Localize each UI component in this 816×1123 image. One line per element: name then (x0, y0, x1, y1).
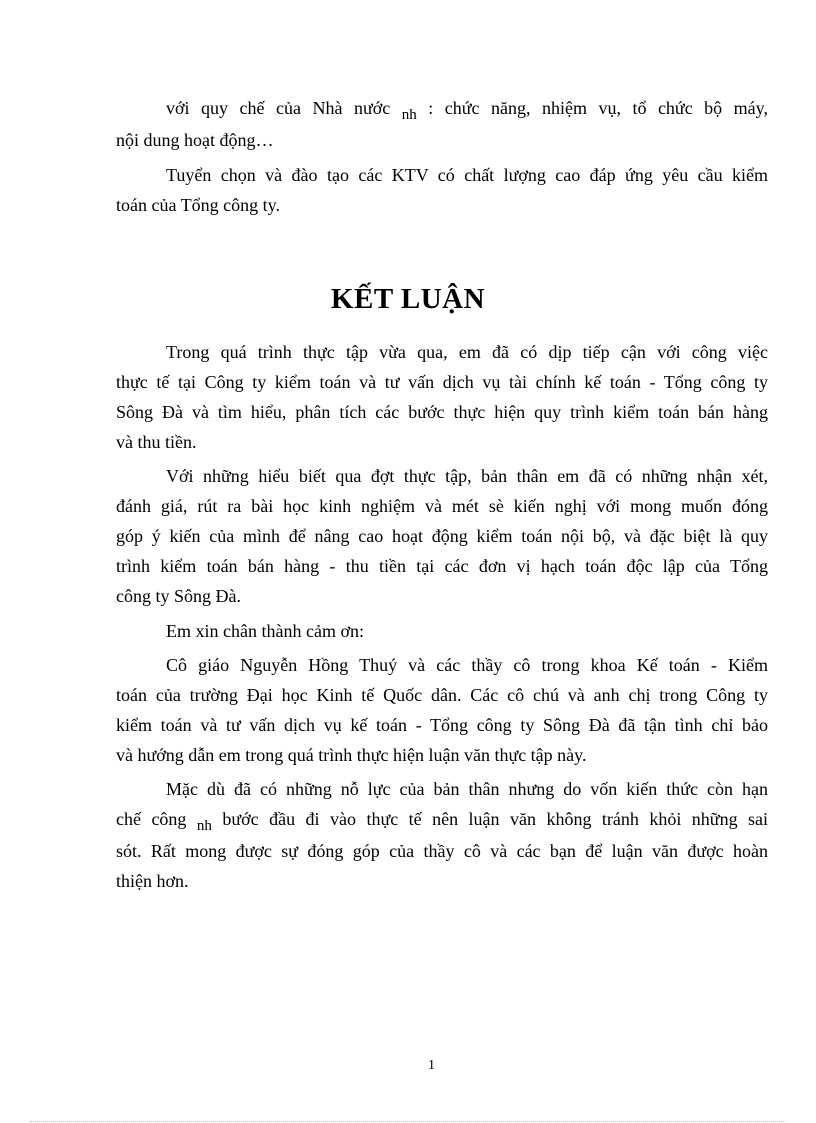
text-line: trình kiểm toán bán hàng - thu tiền tại các đơn vị hạch toán độc lập của Tổng (116, 556, 768, 576)
text-line: Em xin chân thành cảm ơn: (166, 621, 364, 641)
text-line: thực tế tại Công ty kiểm toán và tư vấn dịch vụ tài chính kế toán - Tổng công ty (116, 372, 768, 392)
subscript-note: nh (401, 107, 417, 123)
conclusion-title: KẾT LUẬN (330, 283, 486, 315)
conclusion-paragraph-4 (116, 650, 768, 770)
text-line: nội dung hoạt động… (116, 130, 274, 150)
text-line: Tuyển chọn và đào tạo các KTV có chất lượng cao đáp ứng yêu cầu kiểm (166, 165, 768, 185)
text-line: Cô giáo Nguyễn Hồng Thuý và các thầy cô trong khoa Kế toán - Kiểm (166, 655, 768, 675)
conclusion-paragraph-2 (116, 461, 768, 611)
text-line: Mặc dù đã có những nỗ lực của bản thân nhưng do vốn kiến thức còn hạn (166, 779, 768, 799)
conclusion-paragraph-1 (116, 337, 768, 457)
text-line: Sông Đà và tìm hiểu, phân tích các bước thực hiện quy trình kiểm toán bán hàng (116, 402, 768, 422)
text-line: góp ý kiến của mình để nâng cao hoạt động kiểm toán nội bộ, và đặc biệt là quy (116, 526, 768, 546)
text-line: công ty Sông Đà. (116, 586, 241, 606)
paragraph-continuation (116, 93, 768, 155)
paragraph-recruitment (116, 160, 768, 220)
conclusion-paragraph-5 (116, 774, 768, 896)
text-line: thiện hơn. (116, 871, 189, 891)
page-bottom-divider (30, 1121, 786, 1122)
text-line: Với những hiểu biết qua đợt thực tập, bản thân em đã có những nhận xét, (166, 466, 768, 486)
text-line: đánh giá, rút ra bài học kinh nghiệm và mét sè kiến nghị với mong muốn đóng (116, 496, 768, 516)
text-line: chế công $_{nh}$ bước đầu đi vào thực tế nên luận văn không tránh khỏi những sai (116, 809, 769, 834)
page-number: 1 (428, 1058, 435, 1073)
text-line: kiểm toán và tư vấn dịch vụ kế toán - Tổng công ty Sông Đà đã tận tình chỉ bảo (116, 715, 768, 735)
conclusion-paragraph-3 (116, 616, 768, 646)
text-line: sót. Rất mong được sự đóng góp của thầy cô và các bạn để luận văn được hoàn (116, 841, 768, 861)
subscript-note: nh (196, 818, 212, 834)
text-line: và hướng dẫn em trong quá trình thực hiện luận văn thực tập này. (116, 745, 587, 765)
text-line: toán của trường Đại học Kinh tế Quốc dân. Các cô chú và anh chị trong Công ty (116, 685, 768, 705)
text-line: với quy chế của Nhà nước $_{nh}$ : chức năng, nhiệm vụ, tổ chức bộ máy, (166, 98, 768, 123)
text-line: Trong quá trình thực tập vừa qua, em đã có dịp tiếp cận với công việc (166, 342, 768, 362)
text-line: toán của Tổng công ty. (116, 195, 280, 215)
text-line: và thu tiền. (116, 432, 197, 452)
